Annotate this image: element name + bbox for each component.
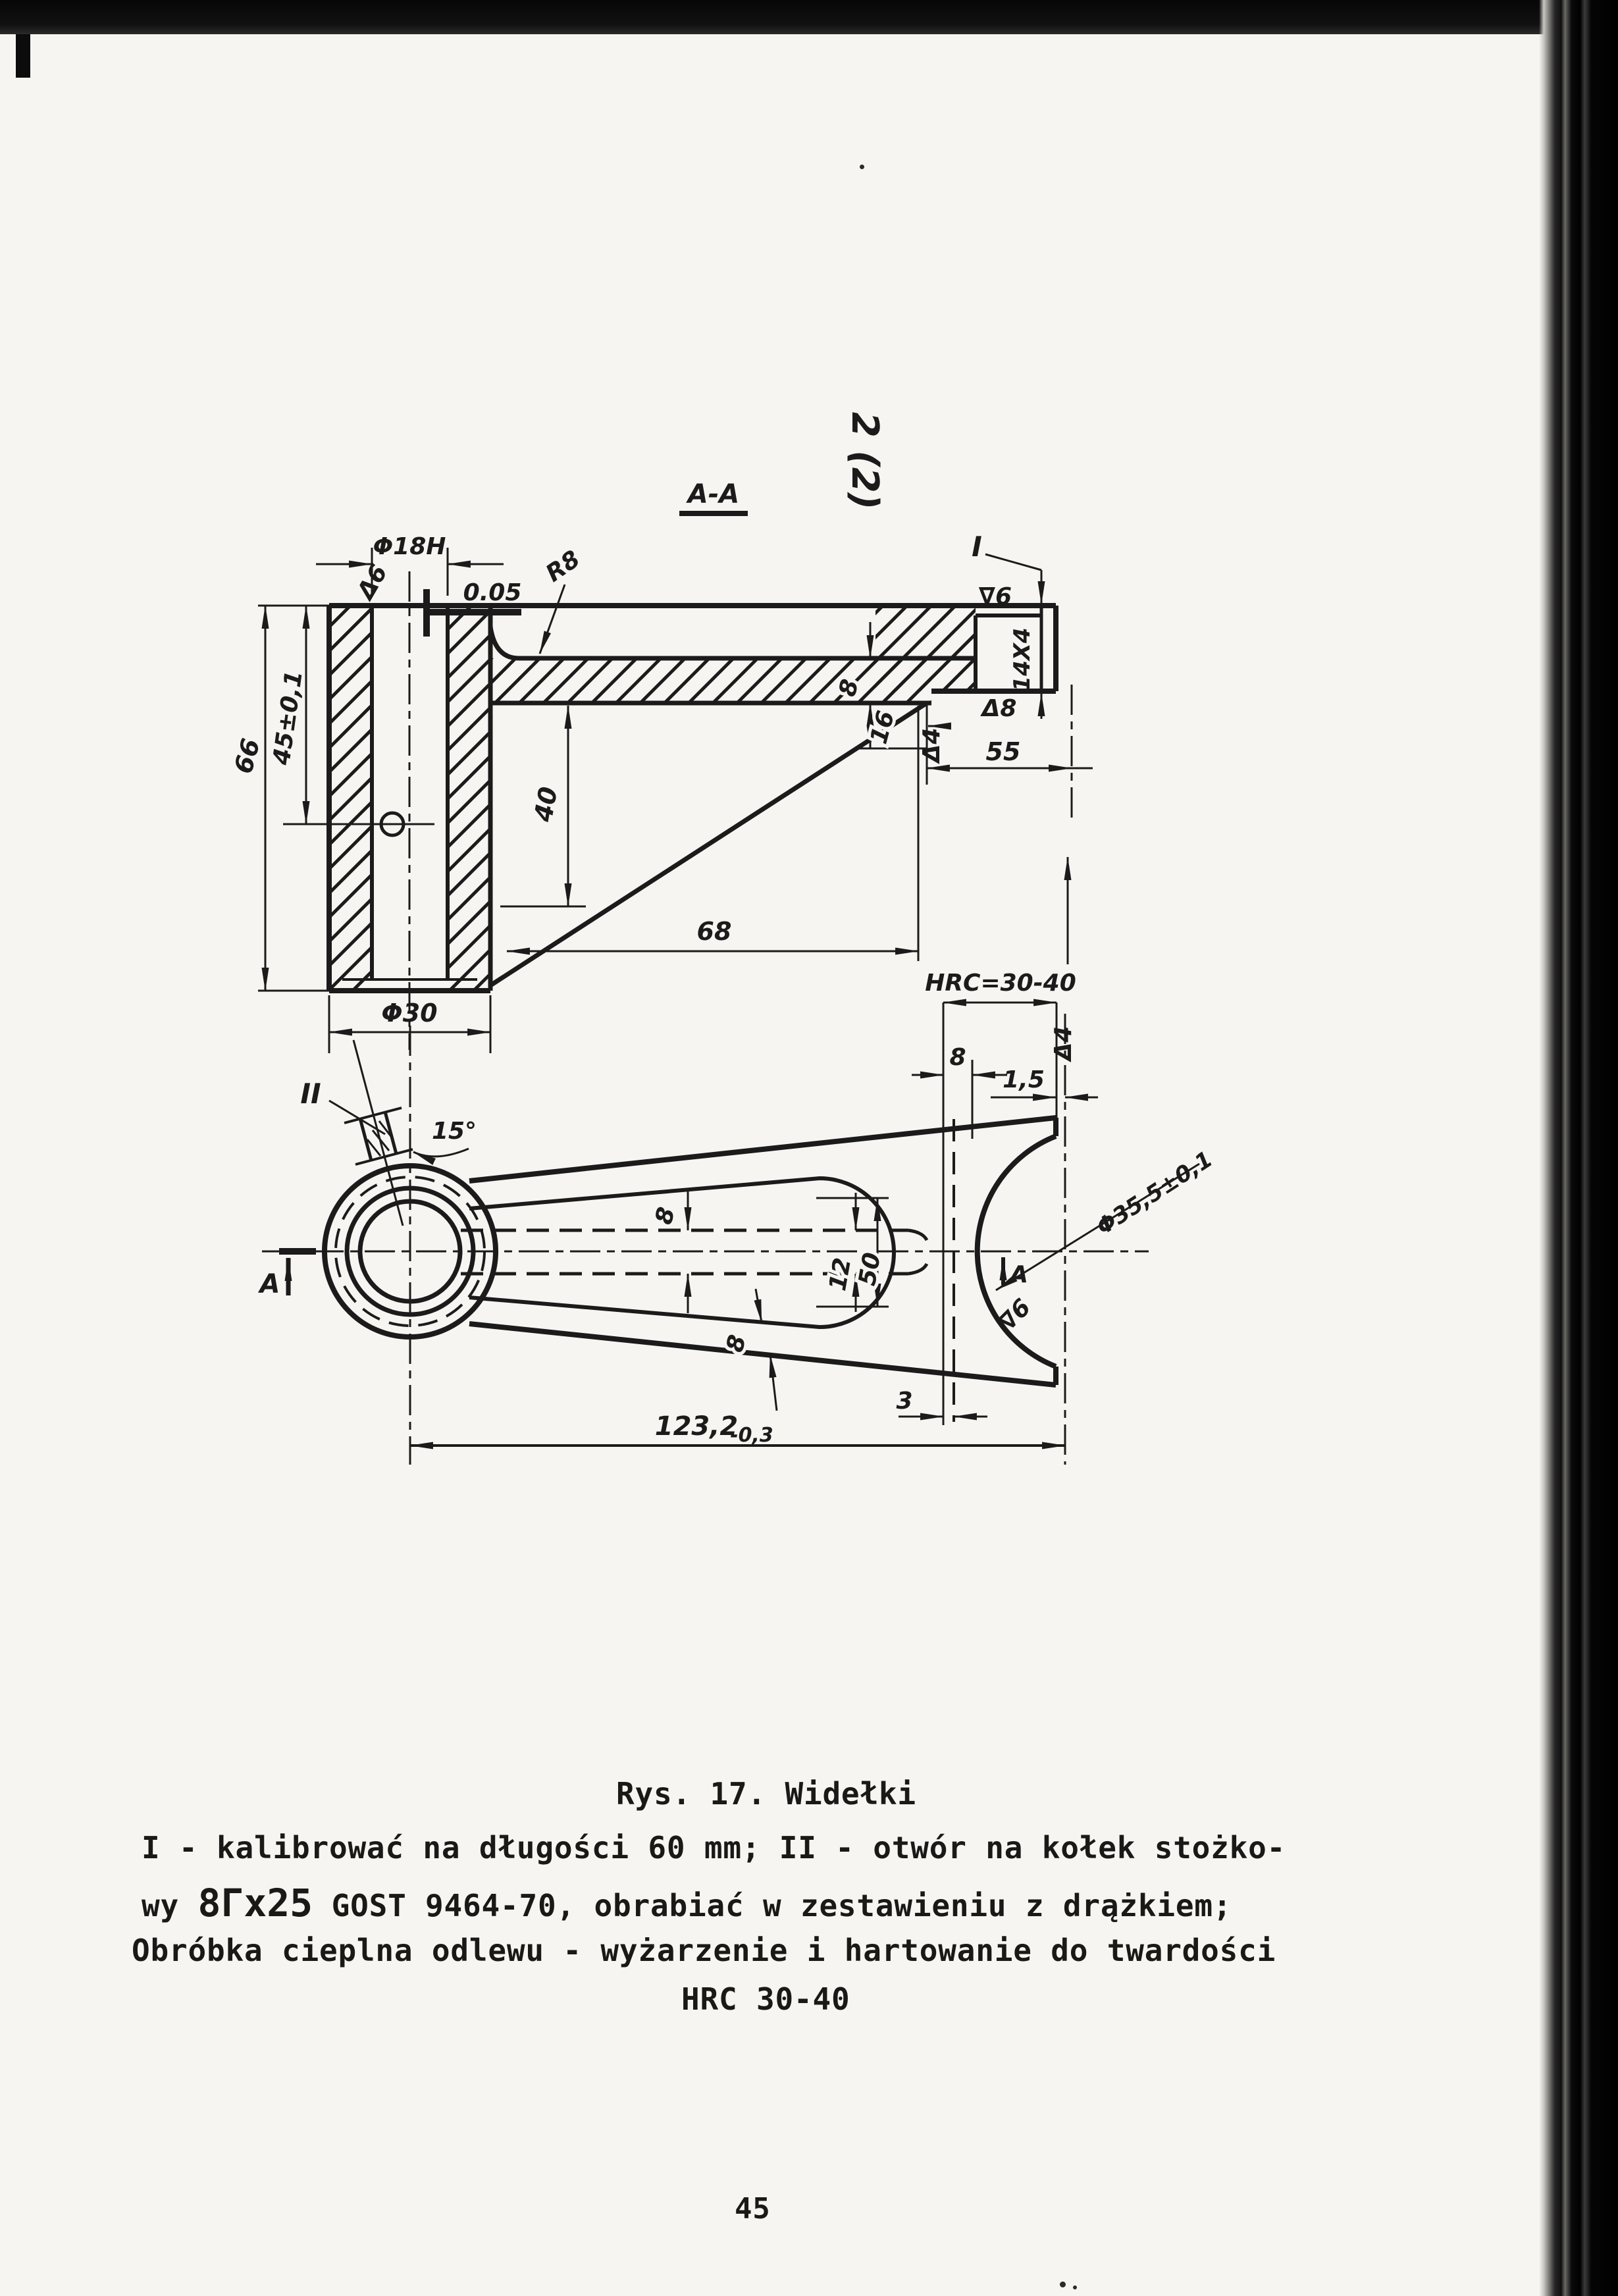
- dim-length-tol-label: -0,3: [730, 1424, 773, 1447]
- dim-e15-label: 1,5: [1003, 1066, 1045, 1093]
- dim-dia18-label: Φ18H: [373, 533, 446, 560]
- surface-top-label: ∇6: [978, 583, 1012, 610]
- dim-th8-label: 8: [833, 676, 864, 700]
- dim-th16-label: 16: [865, 708, 900, 747]
- figure-title: Rys. 17. Widełki: [616, 1776, 916, 1812]
- dim-45-label: 45±0,1: [268, 669, 308, 767]
- caption-line-1: I - kalibrować na długości 60 mm; II - otwór na kołek stożko-: [142, 1830, 1286, 1866]
- surface-tube-label: Δ6: [352, 560, 394, 604]
- surface-bottom-label: Δ8: [981, 695, 1017, 722]
- caption-line-3: Obróbka cieplna odlewu - wyżarzenie i hartowanie do twardości: [132, 1933, 1276, 1968]
- dim-68-label: 68: [696, 917, 732, 946]
- dim-e8-label: 8: [949, 1044, 966, 1071]
- page-number: 45: [735, 2192, 771, 2226]
- dim-angle15-label: 15°: [431, 1118, 477, 1145]
- view-a-arrow-label: A: [259, 1269, 280, 1299]
- dim-12-label: 12: [824, 1255, 857, 1293]
- caption-line-2: [142, 1881, 1232, 1925]
- section-view-a-a: [228, 412, 1093, 1053]
- dim-slot8-label: 8: [650, 1204, 681, 1228]
- dim-dia355-label: Φ35,5±0,1: [1091, 1146, 1218, 1241]
- dim-slot-label: 14X4: [1009, 627, 1035, 692]
- surface-step-label: Δ4: [918, 727, 945, 763]
- dim-runout-label: 0.05: [463, 579, 522, 606]
- dim-50-label: 50: [854, 1250, 887, 1288]
- caption-line-2-designation: 8Γx25: [197, 1881, 313, 1925]
- surface-e4-label: Δ4: [1050, 1026, 1077, 1061]
- dim-web8-label: 8: [721, 1332, 752, 1355]
- dim-dia30-label: Φ30: [381, 999, 438, 1028]
- top-view-dimensions: [279, 1003, 1199, 1446]
- fork-outline: [325, 1118, 1056, 1422]
- top-view: [258, 970, 1218, 1465]
- mark-i-label: I: [972, 531, 982, 563]
- dim-66-label: 66: [228, 735, 266, 777]
- mark-ii-label: II: [300, 1078, 321, 1110]
- dim-length-label: 123,2: [654, 1411, 739, 1442]
- caption-line-2-rest: GOST 9464-70, obrabiać w zestawieniu z drążkiem;: [313, 1888, 1232, 1923]
- section-title-label: A-A: [687, 479, 740, 509]
- view-a-notch-label: A: [1010, 1261, 1028, 1288]
- hatch-areas: [329, 606, 976, 991]
- dim-hrc-label: HRC=30-40: [925, 970, 1076, 997]
- dim-55-label: 55: [985, 737, 1021, 766]
- surface-arc-label: ∇6: [993, 1293, 1037, 1337]
- dim-r8-label: R8: [541, 545, 585, 588]
- caption-line-2-pre: wy: [142, 1888, 198, 1923]
- top-view-labels: [258, 970, 1218, 1447]
- dim-3-label: 3: [896, 1388, 913, 1415]
- dim-40-label: 40: [528, 784, 563, 824]
- surface-note-label: 2 (2): [843, 411, 886, 510]
- caption-line-4: HRC 30-40: [681, 1981, 850, 2017]
